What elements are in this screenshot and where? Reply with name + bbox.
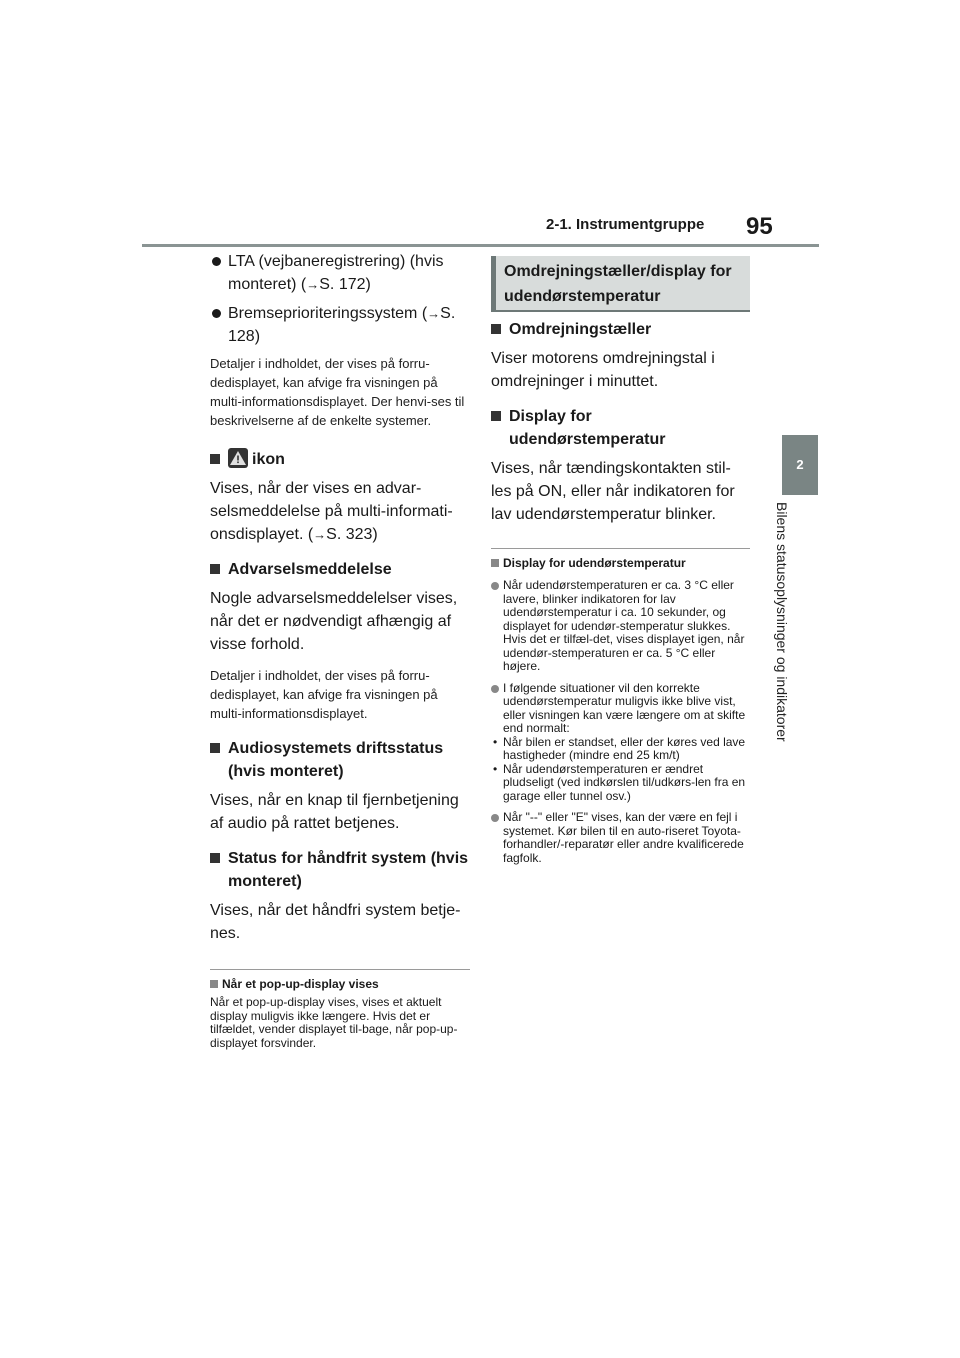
list-item-brake xyxy=(210,302,470,348)
circle-bullet-icon xyxy=(491,685,499,693)
sub-list-item: • Når udendørstemperaturen er ændret pludseligt (ved indkørslen til/udkørs-len fra en garage eller tunnel osv.) xyxy=(491,763,750,804)
heading-temp xyxy=(491,405,750,451)
temp-note-title xyxy=(491,555,750,571)
rpm-text: Viser motorens omdrejningstal i omdrejninger i minuttet. xyxy=(491,350,715,390)
section-header: 2-1. Instrumentgruppe xyxy=(546,216,705,233)
bullet-dot-icon xyxy=(212,309,221,318)
header-rule xyxy=(142,244,819,247)
temp-note xyxy=(491,548,750,865)
arrow-right-icon: → xyxy=(313,527,327,542)
note-details-2: Detaljer i indholdet, der vises på forru-dedisplayet, kan afvige fra visningen på multi-informationsdisplayet. xyxy=(210,668,438,721)
square-bullet-icon xyxy=(210,853,220,863)
circle-bullet-icon xyxy=(491,814,499,822)
popup-title-text: Når et pop-up-display vises xyxy=(222,977,379,991)
square-bullet-icon xyxy=(210,743,220,753)
popup-note-text: Når et pop-up-display vises, vises et aktuelt display muligvis ikke længere. Hvis det er tilfældet, vender displayet til-bage, når pop-up-displayet forsvinder. xyxy=(210,995,458,1050)
audio-text: Vises, når en knap til fjernbetjening af audio på rattet betjenes. xyxy=(210,792,459,832)
warning-text: Nogle advarselsmeddelelser vises, når det er nødvendigt afhængig af visse forhold. xyxy=(210,590,458,653)
temp-note-bullet-2 xyxy=(491,682,750,736)
temp-note-bullet-3 xyxy=(491,811,750,865)
temp-sub-list xyxy=(491,736,750,804)
heading-warning-message xyxy=(210,558,470,581)
chapter-tab xyxy=(782,435,818,495)
temp-note-bullet-3-text: Når "--" eller "E" vises, kan der være en fejl i systemet. Kør bilen til en auto-riseret Toyota-forhandler/-reparatør eller andre kvalificerede fagfolk. xyxy=(503,810,744,865)
temp-note-bullet-2-text: I følgende situationer vil den korrekte udendørstemperatur muligvis ikke blive vist, eller visningen kan være længere om at skifte end normalt: xyxy=(503,680,746,735)
rpm-heading-label: Omdrejningstæller xyxy=(509,321,652,338)
circle-bullet-icon xyxy=(491,582,499,590)
brake-text: Bremseprioriteringssystem ( xyxy=(228,305,428,322)
icon-text xyxy=(210,477,470,546)
section-title: Omdrejningstæller/display for udendørstemperatur xyxy=(504,263,732,305)
heading-audio xyxy=(210,737,470,783)
temp-heading-label: Display for udendørstemperatur xyxy=(509,408,666,448)
temp-note-title-text: Display for udendørstemperatur xyxy=(503,556,686,570)
warning-heading-label: Advarselsmeddelelse xyxy=(228,561,392,578)
lta-text: LTA (vejbaneregistrering) (hvis monteret) ( xyxy=(228,253,444,293)
square-bullet-icon xyxy=(491,324,501,334)
chapter-label-wrap xyxy=(774,502,813,770)
chapter-number: 2 xyxy=(796,457,804,472)
heading-handsfree xyxy=(210,847,470,893)
temp-note-bullet-1 xyxy=(491,579,750,674)
icon-heading-label: ikon xyxy=(252,451,285,468)
section-title-box xyxy=(491,256,750,312)
note-details-1: Detaljer i indholdet, der vises på forru-dedisplayet, kan afvige fra visningen på multi-informationsdisplayet. Der henvi-ses til beskrivelserne af de enkelte systemer. xyxy=(210,356,465,428)
lta-ref[interactable]: S. 172) xyxy=(319,276,371,293)
page-number: 95 xyxy=(746,213,773,240)
audio-heading-label: Audiosystemets driftsstatus (hvis monteret) xyxy=(228,740,444,780)
popup-note xyxy=(210,969,470,1050)
square-bullet-icon xyxy=(491,559,499,567)
icon-text-body: Vises, når der vises en advar-selsmeddelelse på multi-informati-onsdisplayet. ( xyxy=(210,480,453,543)
arrow-right-icon: → xyxy=(427,306,441,321)
right-column xyxy=(491,306,750,865)
square-bullet-icon xyxy=(491,411,501,421)
brake-ref[interactable]: S. 128) xyxy=(228,305,456,345)
popup-note-title xyxy=(210,976,470,992)
handsfree-text: Vises, når det håndfri system betje-nes. xyxy=(210,902,461,942)
sub-list-item: • Når bilen er standset, eller der køres ved lave hastigheder (mindre end 25 km/t) xyxy=(491,736,750,763)
chapter-label: Bilens statusoplysninger og indikatorer xyxy=(774,502,790,742)
heading-icon xyxy=(210,448,470,471)
list-item-lta xyxy=(210,250,470,296)
temp-note-bullet-1-text: Når udendørstemperaturen er ca. 3 °C eller lavere, blinker indikatoren for lav udendørstemperatur i ca. 10 sekunder, og displayet for udendør-stemperatur slukkes. Hvis det er tilfæl-det, vises displayet igen, når udendør-stemperaturen er ca. 5 °C eller højere. xyxy=(503,578,745,673)
square-bullet-icon xyxy=(210,564,220,574)
handsfree-heading-label: Status for håndfrit system (hvis monteret) xyxy=(228,850,469,890)
bullet-dot-icon xyxy=(212,257,221,266)
arrow-right-icon: → xyxy=(306,277,320,292)
temp-text: Vises, når tændingskontakten stil-les på ON, eller når indikatoren for lav udendørstemperatur blinker. xyxy=(491,460,735,523)
heading-rpm xyxy=(491,318,750,341)
warning-triangle-icon xyxy=(228,448,248,468)
icon-ref[interactable]: S. 323) xyxy=(326,526,378,543)
square-bullet-icon xyxy=(210,980,218,988)
left-column xyxy=(210,250,470,1050)
square-bullet-icon xyxy=(210,454,220,464)
